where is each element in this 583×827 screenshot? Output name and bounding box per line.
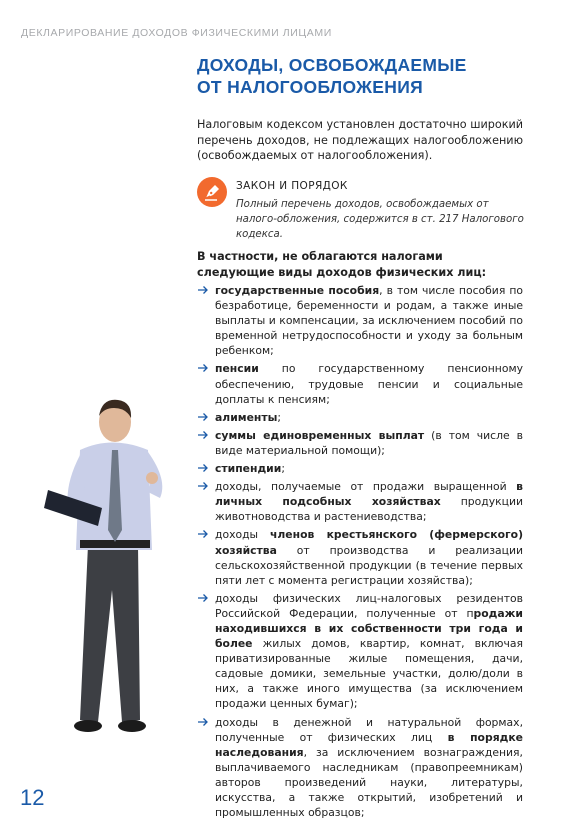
list-item-text: доходы (215, 528, 270, 542)
arrow-right-icon (197, 284, 209, 296)
list-item-text: продукции животноводства и растениеводства; (215, 495, 523, 524)
exempt-income-list (197, 283, 523, 823)
list-item-text: жилых домов, квартир, комнат, включая приватизированные жилые помещения, дачи, садовые домики, земельные участки, долю/доли в них, а также иного имущества (за исключением продажи ценных бумаг); (215, 637, 523, 711)
list-item-emphasis: алименты (215, 410, 278, 424)
page-title (197, 54, 537, 98)
list-item-text: ; (281, 462, 285, 476)
list-item-text: доходы в денежной и натуральной формах, полученные от физических лиц (215, 715, 523, 744)
list-item (197, 428, 523, 458)
list-item-emphasis: в личных подсобных хозяйствах (215, 480, 523, 509)
arrow-right-icon (197, 462, 209, 474)
list-item-text: , за исключением вознаграждения, выплачиваемого наследникам (правопреемникам) авторов произведений науки, литературы, искусства, а также открытий, изобретений и промышленных образцов; (215, 745, 523, 820)
section-lead: В частности, не облагаются налогами следующие виды доходов физических лиц: (197, 250, 487, 279)
list-item (197, 361, 523, 406)
list-item-text: (в том числе в виде материальной помощи); (215, 428, 523, 457)
arrow-right-icon (197, 528, 209, 540)
list-item (197, 479, 523, 524)
running-header: ДЕКЛАРИРОВАНИЕ ДОХОДОВ ФИЗИЧЕСКИМИ ЛИЦАМИ (21, 27, 332, 39)
arrow-right-icon (197, 411, 209, 423)
arrow-right-icon (197, 362, 209, 374)
page-number: 12 (20, 785, 45, 810)
list-item-emphasis: стипендии (215, 462, 282, 476)
list-item-emphasis: суммы единовременных выплат (215, 428, 425, 442)
arrow-right-icon (197, 429, 209, 441)
list-item-emphasis: государственные пособия (215, 284, 380, 297)
list-item-text: , в том числе пособия по безработице, беременности и родам, а также иные выплаты и компенсации, за исключением пособий по временной нетрудоспособности и уходу за больным ребенком; (215, 284, 523, 358)
list-item-text: доходы физических лиц-налоговых резидентов Российской Федерации, полученные от п (215, 591, 523, 620)
pen-nib-icon (197, 177, 227, 207)
list-item-emphasis: родажи находившихся в их собственности три года и более (215, 606, 523, 651)
list-item-text: ; (277, 410, 282, 424)
list-item (197, 715, 523, 821)
list-item (197, 410, 523, 425)
list-item-text: по государственному пенсионному обеспечению, трудовые пенсии и социальные доплаты к пенсиям; (215, 362, 523, 406)
businessman-illustration (40, 380, 190, 750)
list-item (197, 591, 523, 712)
intro-paragraph: Налоговым кодексом установлен достаточно широкий перечень доходов, не подлежащих налогообложению (освобождаемых от налогообложения). (197, 118, 523, 162)
list-item-emphasis: в порядке наследования (215, 730, 523, 759)
page-title-line-2: ОТ НАЛОГООБЛОЖЕНИЯ (197, 77, 423, 97)
list-item-emphasis: пенсии (215, 362, 259, 376)
arrow-right-icon (197, 592, 209, 604)
list-item (197, 283, 523, 358)
list-item (197, 461, 523, 476)
list-item-text: доходы, получаемые от продажи выращенной (215, 480, 517, 494)
arrow-right-icon (197, 480, 209, 492)
arrow-right-icon (197, 716, 209, 728)
page-title-line-1: ДОХОДЫ, ОСВОБОЖДАЕМЫЕ (197, 55, 467, 75)
list-item-emphasis: членов крестьянского (фермерского) хозяйства (215, 528, 523, 557)
law-box-heading: ЗАКОН И ПОРЯДОК (236, 180, 348, 192)
law-box-text: Полный перечень доходов, освобождаемых от налого-обложения, содержится в ст. 217 Налогового кодекса. (236, 199, 524, 240)
list-item-text: от производства и реализации сельскохозяйственной продукции (в течение первых пяти лет с момента регистрации хозяйства); (215, 543, 523, 587)
list-item (197, 527, 523, 587)
